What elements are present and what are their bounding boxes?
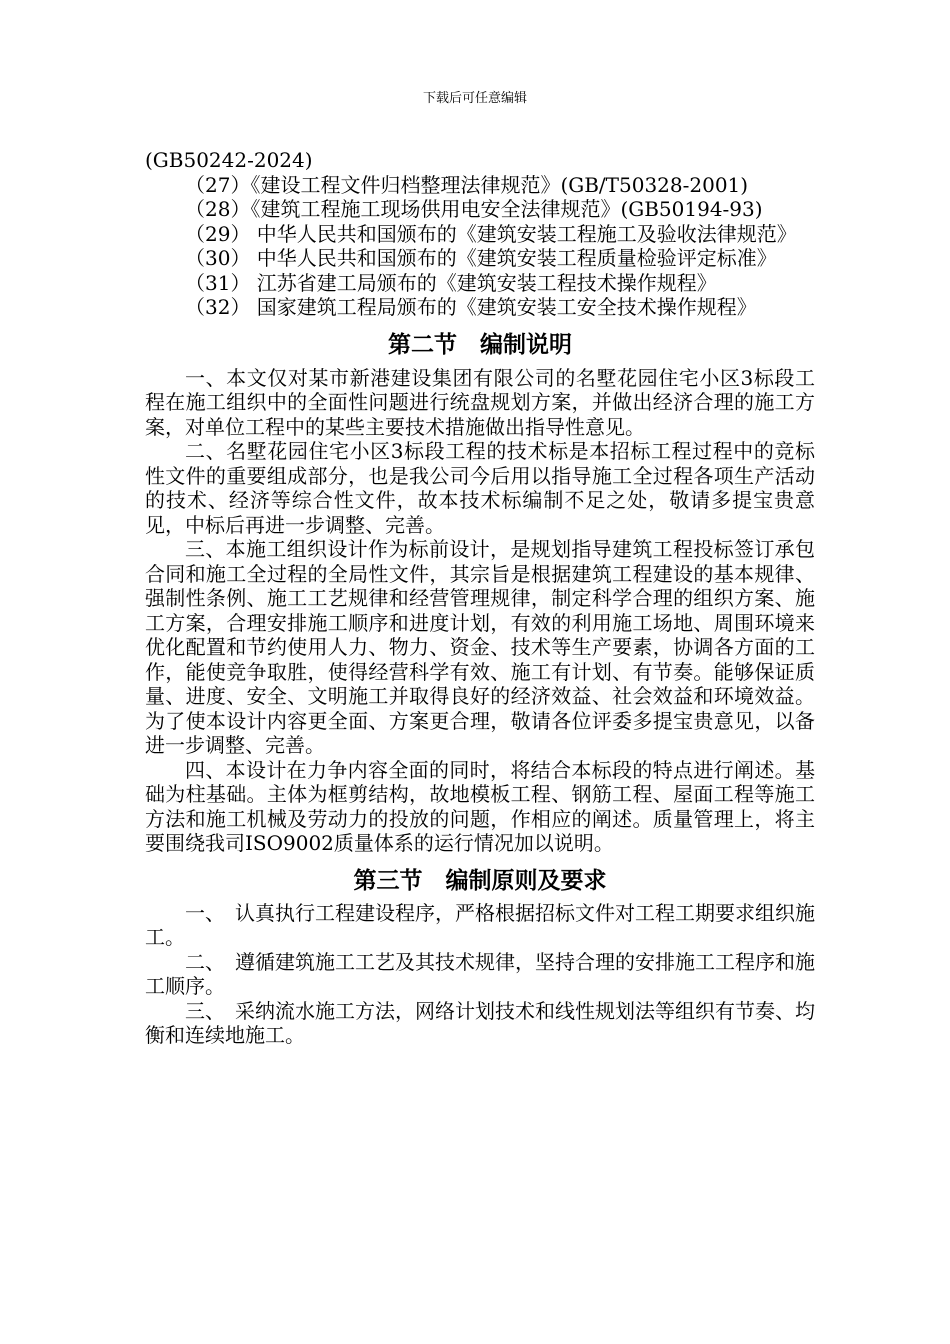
standard-item-30: （30） 中华人民共和国颁布的《建筑安装工程质量检验评定标准》 (185, 246, 777, 270)
section-2-paragraph-2: 二、名墅花园住宅小区3标段工程的技术标是本招标工程过程中的竞标性文件的重要组成部分，也是我公司今后用以指导施工全过程各项生产活动的技术、经济等综合性文件，故本技术标编制不足之处，敬请多提宝贵意见，中标后再进一步调整、完善。 (145, 439, 815, 537)
section-2-paragraph-1: 一、本文仅对某市新港建设集团有限公司的名墅花园住宅小区3标段工程在施工组织中的全面性问题进行统盘规划方案，并做出经济合理的施工方案，对单位工程中的某些主要技术措施做出指导性意见。 (145, 365, 815, 439)
standard-item-29: （29） 中华人民共和国颁布的《建筑安装工程施工及验收法律规范》 (185, 221, 797, 246)
page-header: 下载后可任意编辑 (422, 91, 527, 106)
document-body (145, 148, 815, 1048)
section-3-title: 第三节 编制原则及要求 (353, 867, 607, 894)
standard-item-28: （28）《建筑工程施工现场供用电安全法律规范》(GB50194-93) (185, 197, 763, 221)
standard-item-31: （31） 江苏省建工局颁布的《建筑安装工程技术操作规程》 (185, 270, 717, 295)
standard-item-32: （32） 国家建筑工程局颁布的《建筑安装工安全技术操作规程》 (185, 295, 757, 319)
section-3-paragraph-1: 一、 认真执行工程建设程序，严格根据招标文件对工程工期要求组织施工。 (145, 900, 815, 949)
section-3-paragraph-2: 二、 遵循建筑施工工艺及其技术规律，坚持合理的安排施工工程序和施工顺序。 (145, 949, 815, 998)
section-3-paragraph-3: 三、 采纳流水施工方法，网络计划技术和线性规划法等组织有节奏、均衡和连续地施工。 (145, 998, 815, 1047)
section-2-paragraph-4: 四、本设计在力争内容全面的同时，将结合本标段的特点进行阐述。基础为柱基础。主体为框剪结构，故地模板工程、钢筋工程、屋面工程等施工方法和施工机械及劳动力的投放的问题，作相应的阐述。质量管理上，将主要围绕我司ISO9002质量体系的运行情况加以说明。 (145, 757, 815, 855)
section-2-paragraph-3: 三、本施工组织设计作为标前设计，是规划指导建筑工程投标签订承包合同和施工全过程的全局性文件，其宗旨是根据建筑工程建设的基本规律、强制性条例、施工工艺规律和经营管理规律，制定科学合理的组织方案、施工方案，合理安排施工顺序和进度计划，有效的利用施工场地、周围环境来优化配置和节约使用人力、物力、资金、技术等生产要素，协调各方面的工作，能使竞争取胜，使得经营科学有效、施工有计划、有节奏。能够保证质量、进度、安全、文明施工并取得良好的经济效益、社会效益和环境效益。为了使本设计内容更全面、方案更合理，敬请各位评委多提宝贵意见，以备进一步调整、完善。 (145, 537, 815, 757)
standard-code-continued: (GB50242-2024) (145, 148, 313, 172)
section-2-title: 第二节 编制说明 (388, 331, 572, 358)
standard-item-27: （27）《建设工程文件归档整理法律规范》(GB/T50328-2001) (185, 172, 749, 197)
